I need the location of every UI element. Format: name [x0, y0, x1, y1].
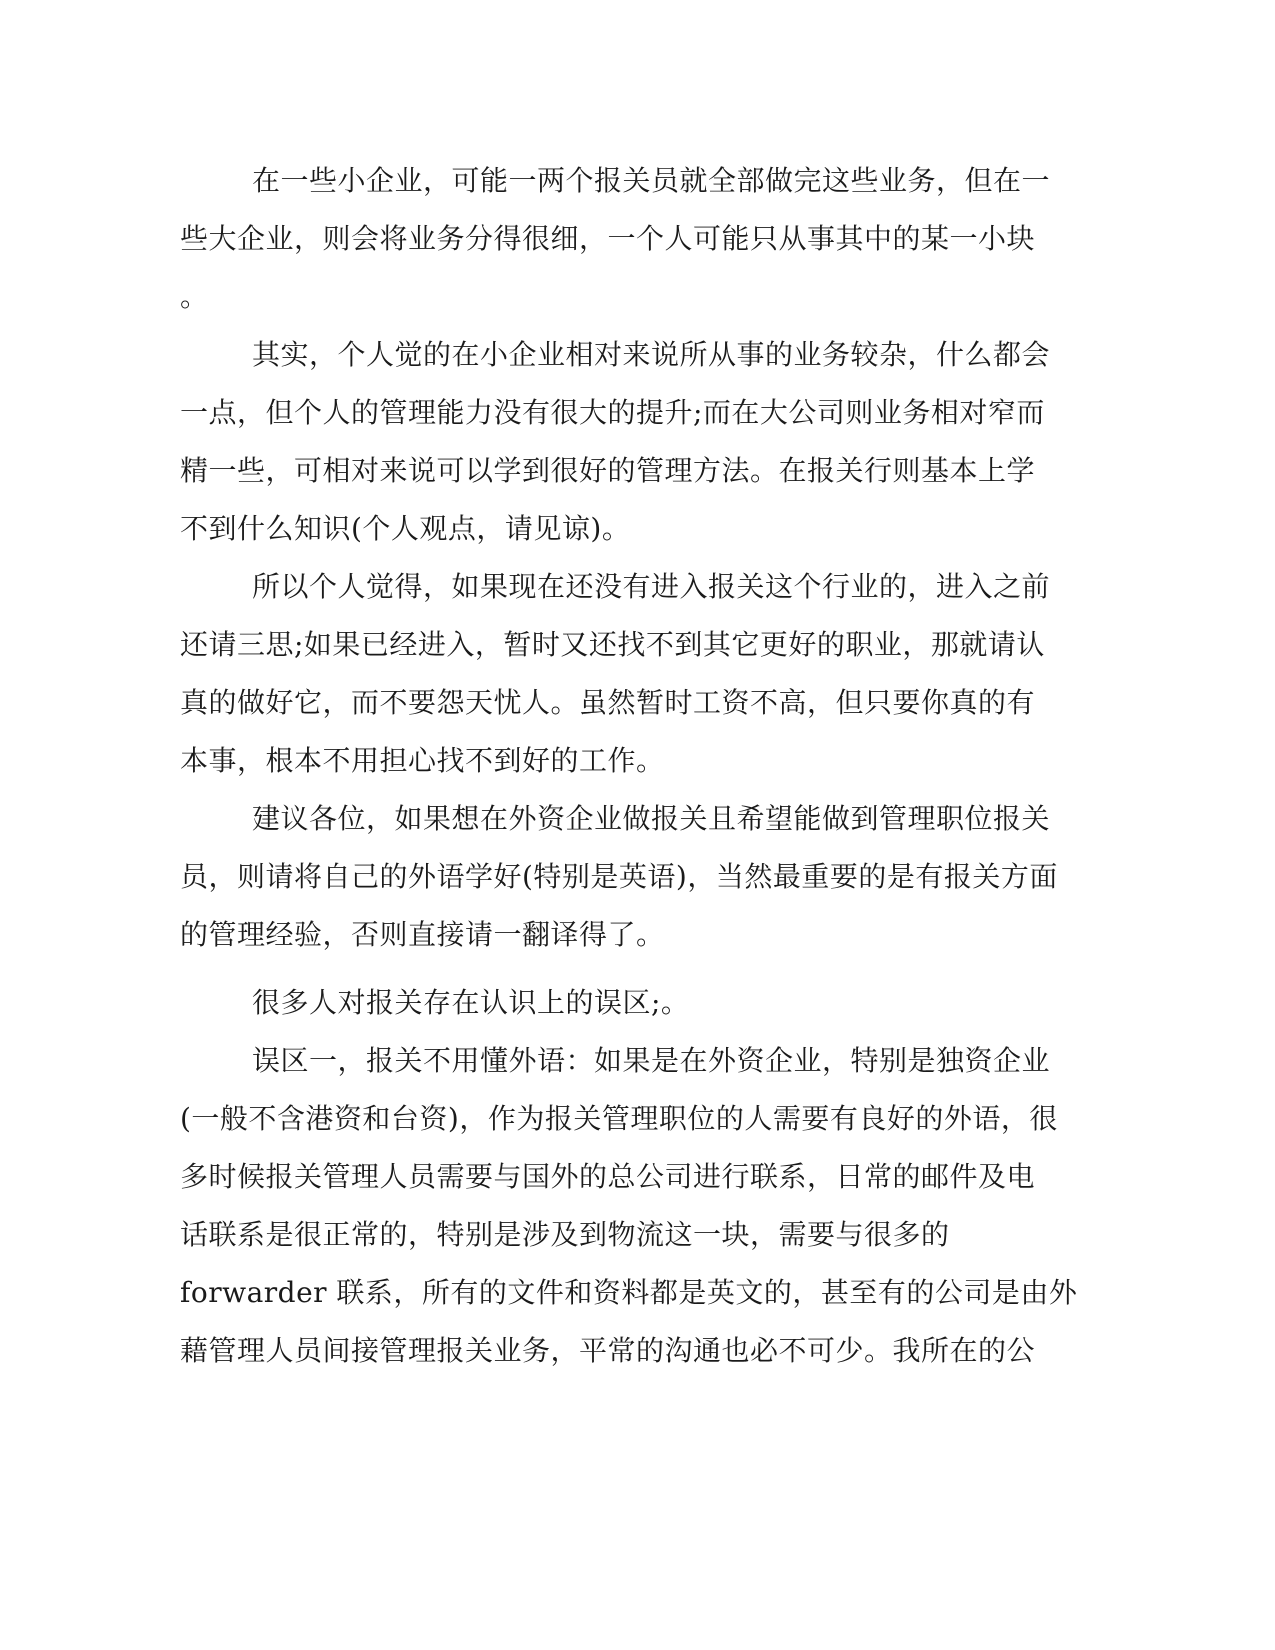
- text-line: 不到什么知识(个人观点，请见谅)。: [180, 512, 631, 545]
- text-line: 本事，根本不用担心找不到好的工作。: [180, 744, 665, 777]
- text-line: 还请三思;如果已经进入，暂时又还找不到其它更好的职业，那就请认: [180, 628, 1045, 661]
- text-line: 藉管理人员间接管理报关业务，平常的沟通也必不可少。我所在的公: [180, 1334, 1036, 1367]
- text-line: 些大企业，则会将业务分得很细，一个人可能只从事其中的某一小块: [180, 222, 1036, 255]
- text-line: (一般不含港资和台资)，作为报关管理职位的人需要有良好的外语，很: [180, 1102, 1058, 1135]
- text-line: 员，则请将自己的外语学好(特别是英语)，当然最重要的是有报关方面: [180, 860, 1058, 893]
- text-line: 其实，个人觉的在小企业相对来说所从事的业务较杂，什么都会: [252, 338, 1051, 371]
- text-line: 建议各位，如果想在外资企业做报关且希望能做到管理职位报关: [252, 802, 1051, 835]
- text-line: 的管理经验，否则直接请一翻译得了。: [180, 918, 665, 951]
- text-line: 很多人对报关存在认识上的误区;。: [252, 986, 690, 1019]
- text-line: 。: [180, 280, 209, 313]
- text-line: 所以个人觉得，如果现在还没有进入报关这个行业的，进入之前: [252, 570, 1051, 603]
- text-line: 精一些，可相对来说可以学到很好的管理方法。在报关行则基本上学: [180, 454, 1036, 487]
- text-line: 在一些小企业，可能一两个报关员就全部做完这些业务，但在一: [252, 164, 1051, 197]
- text-line: 误区一，报关不用懂外语：如果是在外资企业，特别是独资企业: [252, 1044, 1051, 1077]
- text-line: forwarder 联系，所有的文件和资料都是英文的，甚至有的公司是由外: [180, 1276, 1078, 1309]
- text-line: 话联系是很正常的，特别是涉及到物流这一块，需要与很多的: [180, 1218, 950, 1251]
- text-line: 真的做好它，而不要怨天忧人。虽然暂时工资不高，但只要你真的有: [180, 686, 1036, 719]
- text-line: 一点，但个人的管理能力没有很大的提升;而在大公司则业务相对窄而: [180, 396, 1045, 429]
- text-line: 多时候报关管理人员需要与国外的总公司进行联系，日常的邮件及电: [180, 1160, 1036, 1193]
